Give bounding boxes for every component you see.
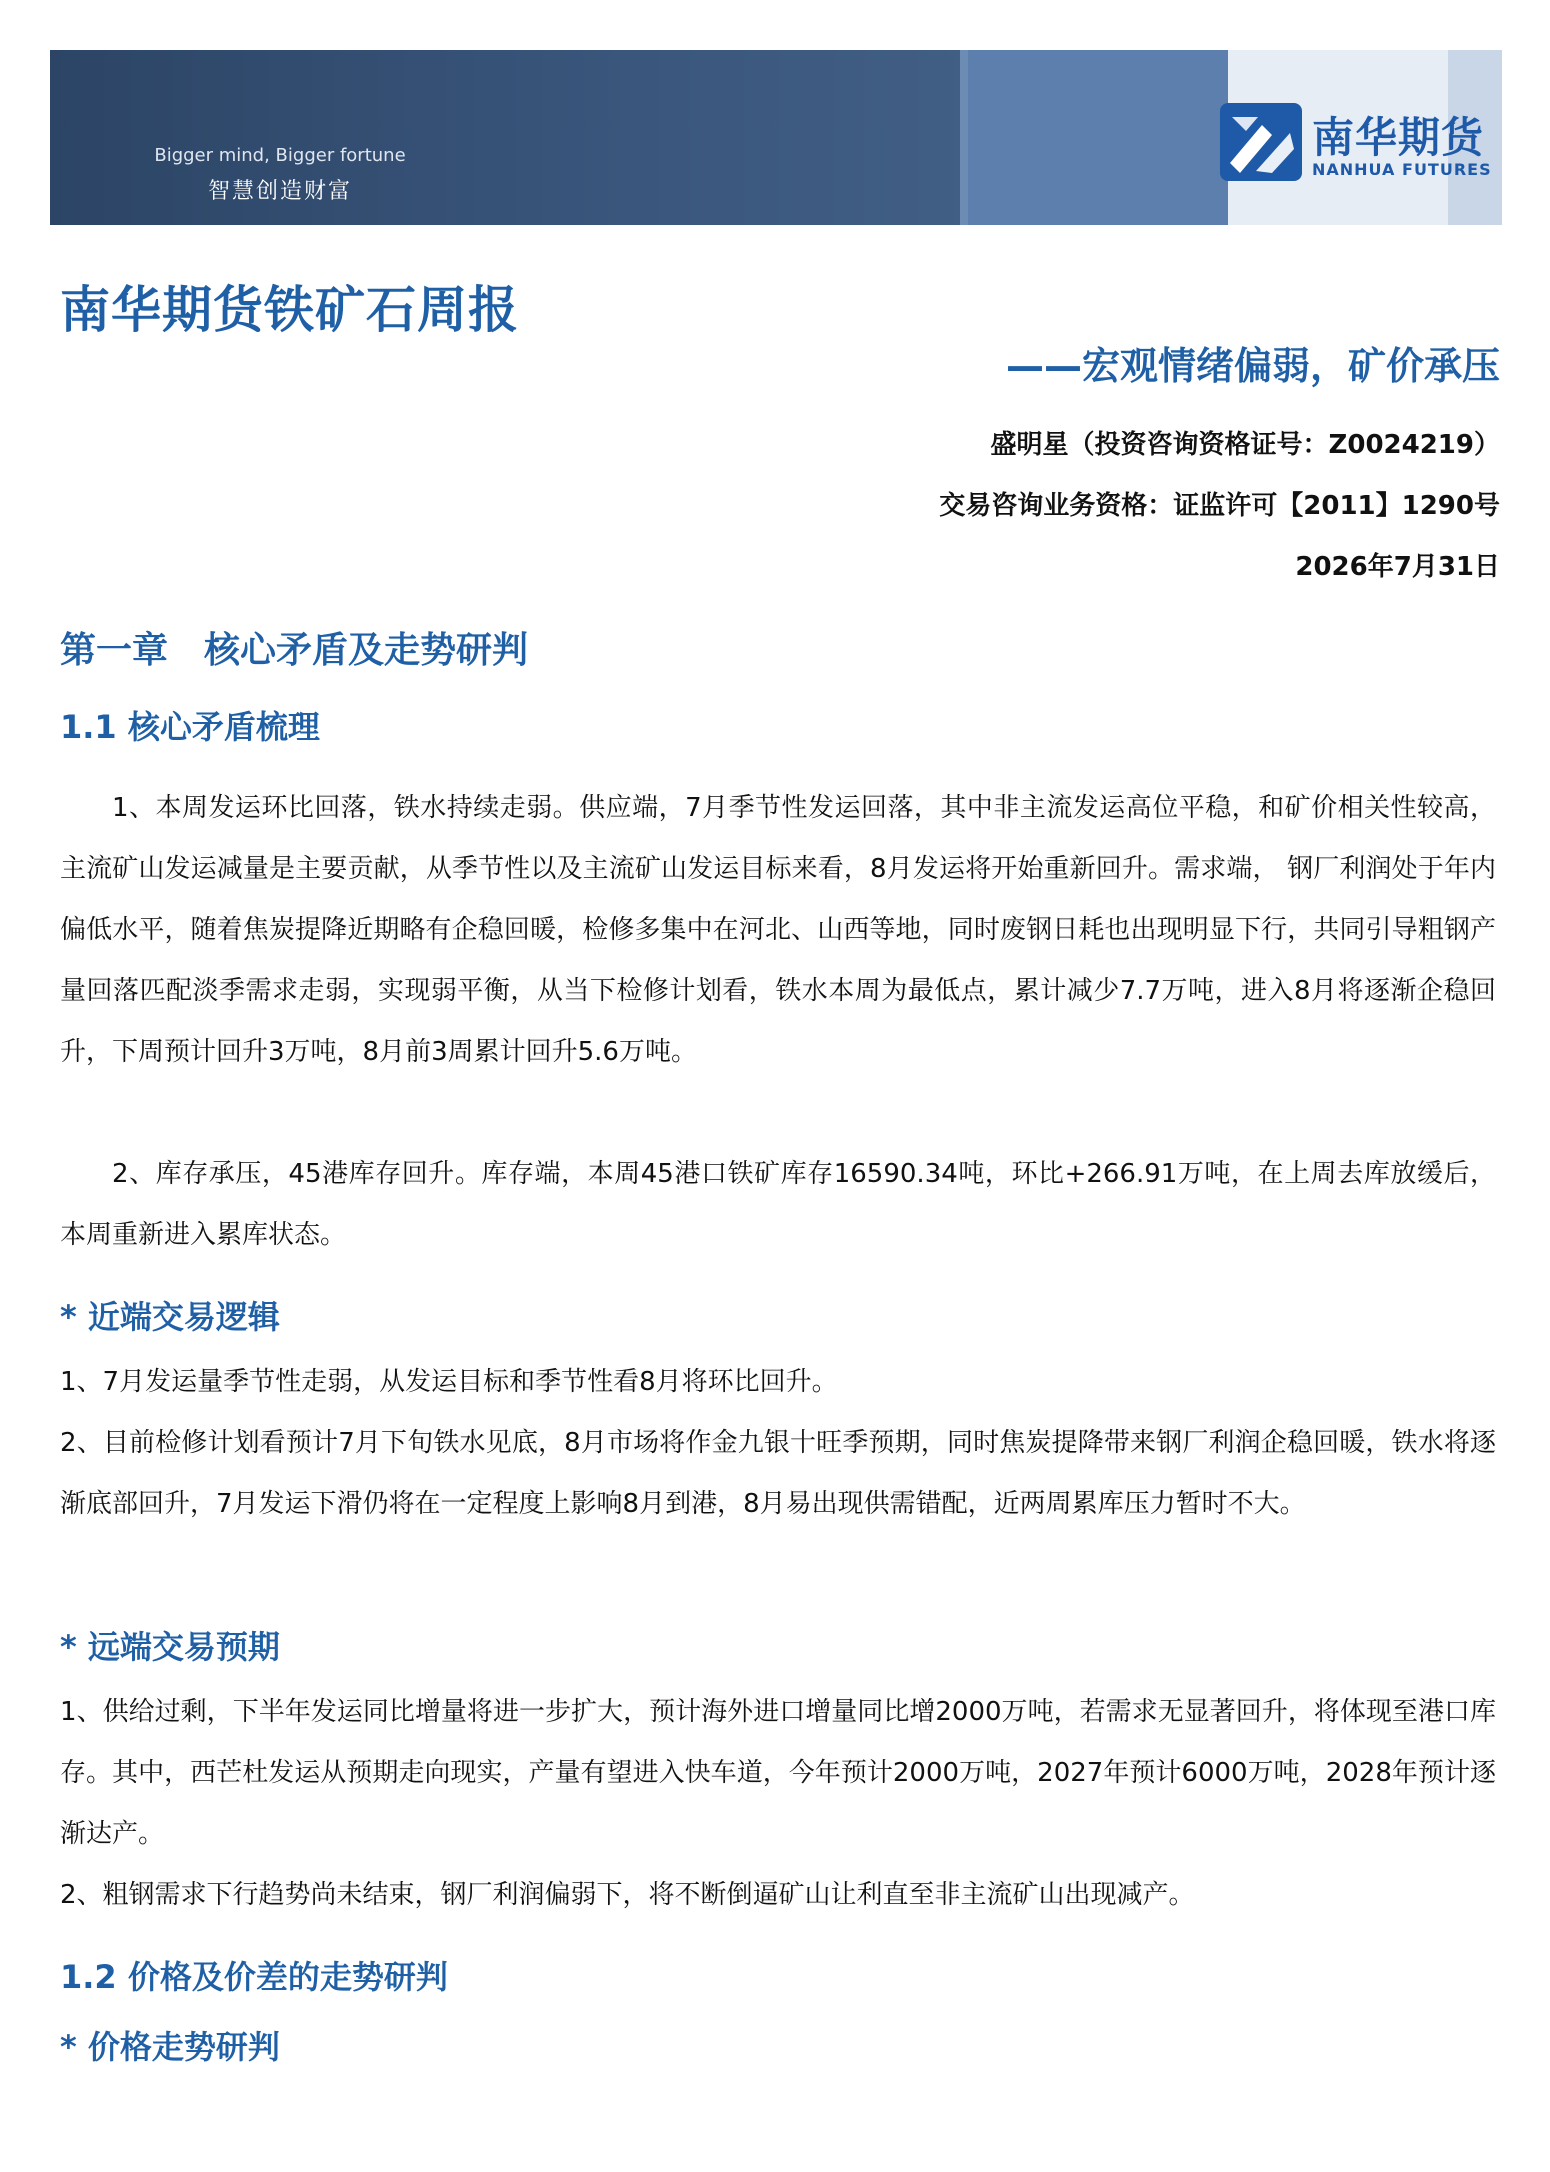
banner-divider (960, 50, 968, 225)
paragraph-far-1: 1、供给过剩，下半年发运同比增量将进一步扩大，预计海外进口增量同比增2000万吨，若需求无显著回升，将体现至港口库存。其中，西芒杜发运从预期走向现实，产量有望进入快车道，今年预计2000万吨，2027年预计6000万吨，2028年预计逐渐达产。 (60, 1697, 1496, 1849)
paragraph-far-2: 2、粗钢需求下行趋势尚未结束，钢厂利润偏弱下，将不断倒逼矿山让利直至非主流矿山出现减产。 (60, 1880, 1195, 1910)
paragraph-core-1: 1、本周发运环比回落，铁水持续走弱。供应端，7月季节性发运回落，其中非主流发运高位平稳，和矿价相关性较高，主流矿山发运减量是主要贡献，从季节性以及主流矿山发运目标来看，8月发运将开始重新回升。需求端， 钢厂利润处于年内偏低水平，随着焦炭提降近期略有企稳回暖，检修多集中在河北、山西等地，同时废钢日耗也出现明显下行，共同引导粗钢产量回落匹配淡季需求走弱，实现弱平衡，从当下检修计划看，铁水本周为最低点，累计减少7.7万吨，进入8月将逐渐企稳回升，下周预计回升3万吨，8月前3周累计回升5.6万吨。 (60, 793, 1496, 1067)
report-title: 南华期货铁矿石周报 (60, 281, 519, 339)
chapter-title: 核心矛盾及走势研判 (204, 630, 529, 671)
chapter-number: 第一章 (60, 630, 169, 671)
paragraph-near-1: 1、7月发运量季节性走弱，从发运目标和季节性看8月将环比回升。 (60, 1367, 838, 1397)
chapter-heading (60, 622, 528, 673)
section-1-2-heading: 1.2 价格及价差的走势研判 (60, 1958, 448, 1996)
paragraph-near-2: 2、目前检修计划看预计7月下旬铁水见底，8月市场将作金九银十旺季预期，同时焦炭提降带来钢厂利润企稳回暖，铁水将逐渐底部回升，7月发运下滑仍将在一定程度上影响8月到港，8月易出现供需错配，近两周累库压力暂时不大。 (60, 1428, 1496, 1519)
paragraph-core-2: 2、库存承压，45港库存回升。库存端，本周45港口铁矿库存16590.34吨，环比+266.91万吨，在上周去库放缓后，本周重新进入累库状态。 (60, 1159, 1496, 1250)
slogan-english: Bigger mind, Bigger fortune (154, 145, 406, 166)
far-term-heading: * 远端交易预期 (60, 1628, 280, 1666)
nanhua-logo-icon (1220, 103, 1302, 181)
header-banner (50, 50, 1502, 225)
author-line: 盛明星（投资咨询资格证号：Z0024219） (990, 430, 1500, 460)
report-date: 2026年7月31日 (1295, 552, 1500, 582)
license-line: 交易咨询业务资格：证监许可【2011】1290号 (939, 491, 1500, 521)
near-term-heading: * 近端交易逻辑 (60, 1298, 280, 1336)
price-trend-heading: * 价格走势研判 (60, 2028, 280, 2066)
logo-chinese-name: 南华期货 (1312, 113, 1485, 162)
logo-english-name: NANHUA FUTURES (1312, 160, 1492, 179)
slogan-chinese: 智慧创造财富 (207, 179, 352, 204)
section-1-1-heading: 1.1 核心矛盾梳理 (60, 708, 320, 746)
report-subtitle: ——宏观情绪偏弱，矿价承压 (1005, 344, 1500, 388)
banner-panel (968, 50, 1228, 225)
